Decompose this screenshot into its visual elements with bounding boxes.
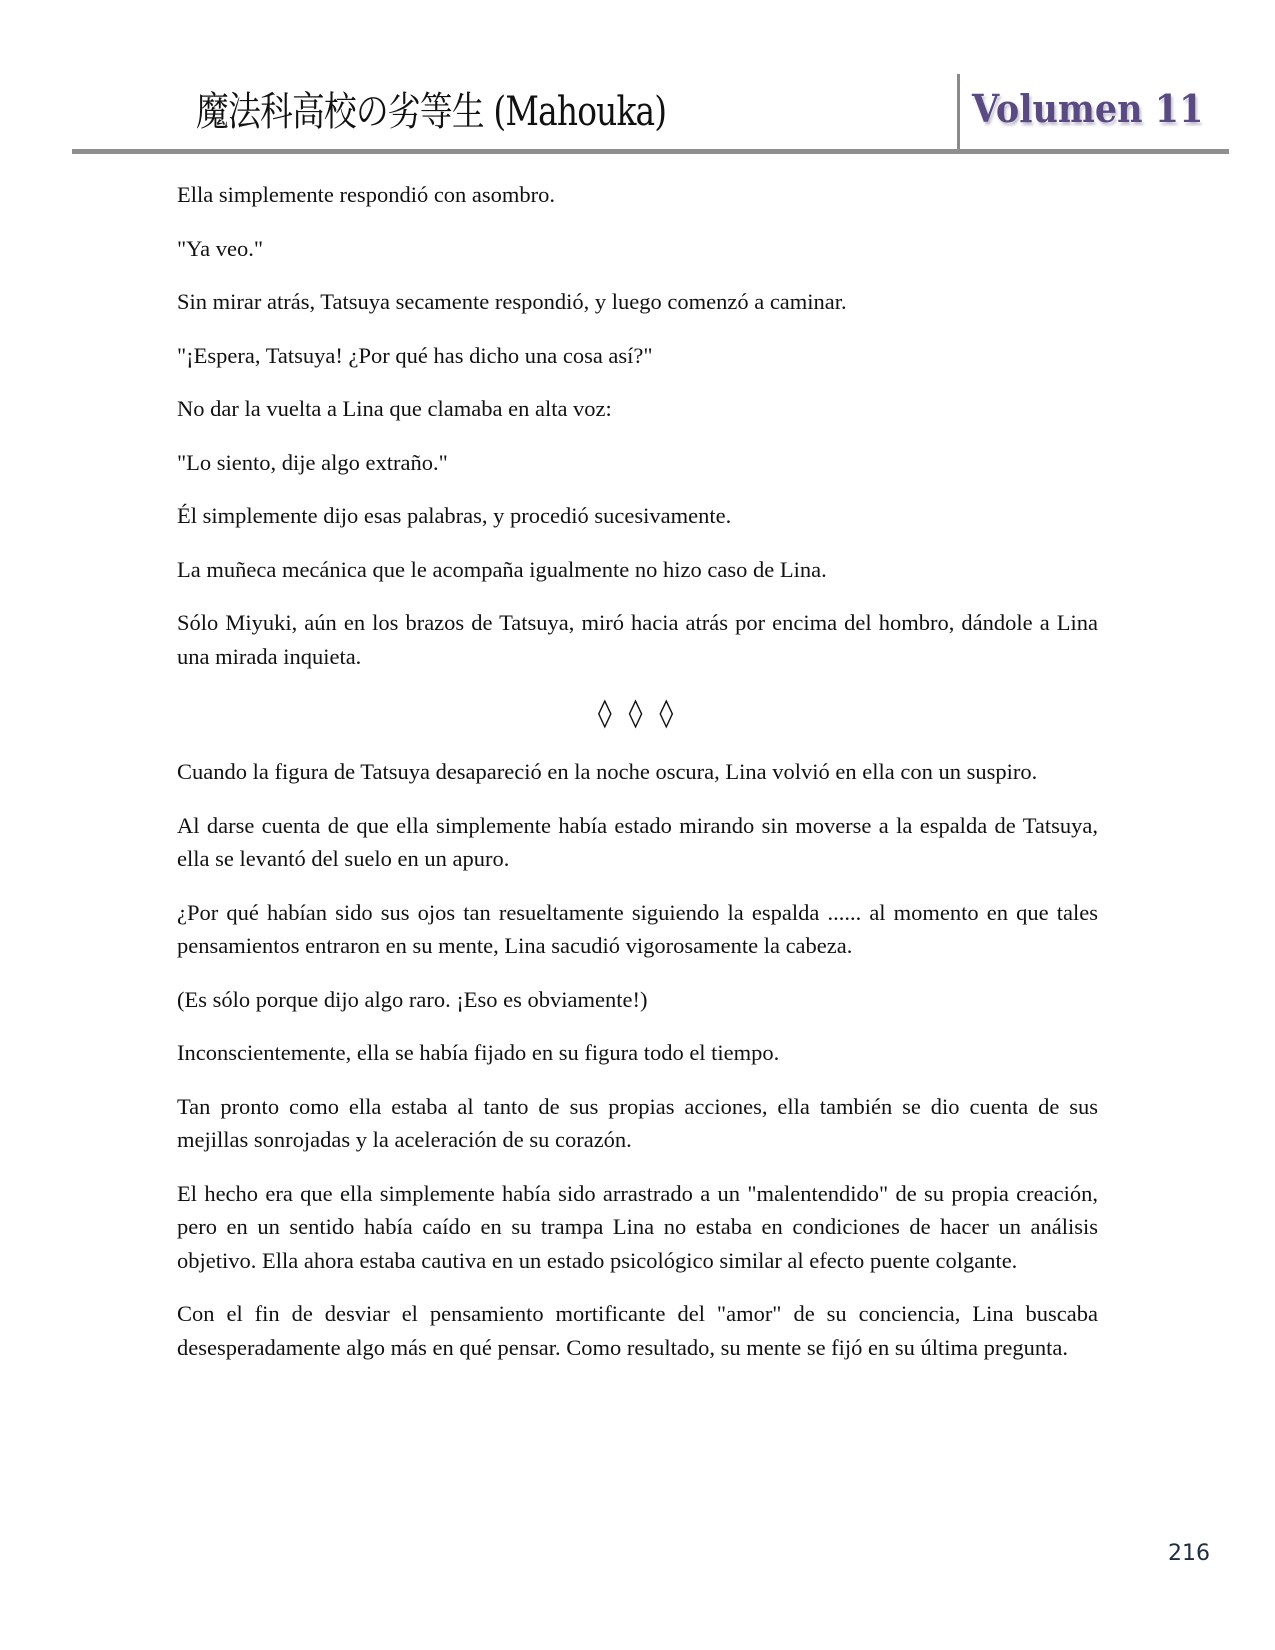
book-title: 魔法科高校の劣等生 (Mahouka) xyxy=(196,89,667,135)
paragraph: Inconscientemente, ella se había fijado en su figura todo el tiempo. xyxy=(177,1040,780,1065)
paragraph: No dar la vuelta a Lina que clamaba en alta voz: xyxy=(177,396,612,421)
paragraph: "Ya veo." xyxy=(177,235,264,261)
paragraph: Él simplemente dijo esas palabras, y procedió sucesivamente. xyxy=(177,503,732,528)
paragraph: Cuando la figura de Tatsuya desapareció en la noche oscura, Lina volvió en ella con un suspiro. xyxy=(177,759,1038,784)
paragraph: La muñeca mecánica que le acompaña igualmente no hizo caso de Lina. xyxy=(177,556,827,582)
volume-label: Volumen 11 xyxy=(972,86,1204,131)
paragraph: ¿Por qué habían sido sus ojos tan resueltamente siguiendo la espalda ...... al momento en que tales pensamientos entraron en su mente, Lina sacudió vigorosamente la cabeza. xyxy=(177,899,1098,958)
scene-separator-diamonds-icon: ◊ ◊ ◊ xyxy=(597,696,678,729)
paragraph: Tan pronto como ella estaba al tanto de sus propias acciones, ella también se dio cuenta de sus mejillas sonrojadas y la aceleración de su corazón. xyxy=(177,1093,1098,1152)
header-divider xyxy=(957,74,960,154)
paragraph: Ella simplemente respondió con asombro. xyxy=(177,182,556,207)
page-body xyxy=(177,178,1098,1384)
paragraph: Sólo Miyuki, aún en los brazos de Tatsuya, miró hacia atrás por encima del hombro, dándole a Lina una mirada inquieta. xyxy=(177,610,1098,669)
paragraph: "Lo siento, dije algo extraño." xyxy=(177,449,448,475)
paragraph: El hecho era que ella simplemente había sido arrastrado a un "malentendido" de su propia creación, pero en un sentido había caído en su trampa Lina no estaba en condiciones de hacer un análisis objetivo. Ella ahora estaba cautiva en un estado psicológico similar al efecto puente colgante. xyxy=(177,1180,1098,1273)
paragraph: Sin mirar atrás, Tatsuya secamente respondió, y luego comenzó a caminar. xyxy=(177,289,847,314)
paragraph: (Es sólo porque dijo algo raro. ¡Eso es obviamente!) xyxy=(177,986,648,1012)
paragraph: Con el fin de desviar el pensamiento mortificante del "amor" de su conciencia, Lina buscaba desesperadamente algo más en qué pensar. Como resultado, su mente se fijó en su última pregunta. xyxy=(177,1301,1098,1360)
header-rule xyxy=(72,149,1229,154)
page-number: 216 xyxy=(1168,1541,1210,1566)
paragraph: "¡Espera, Tatsuya! ¿Por qué has dicho una cosa así?" xyxy=(177,342,653,368)
paragraph: Al darse cuenta de que ella simplemente había estado mirando sin moverse a la espalda de Tatsuya, ella se levantó del suelo en un apuro. xyxy=(177,812,1098,871)
